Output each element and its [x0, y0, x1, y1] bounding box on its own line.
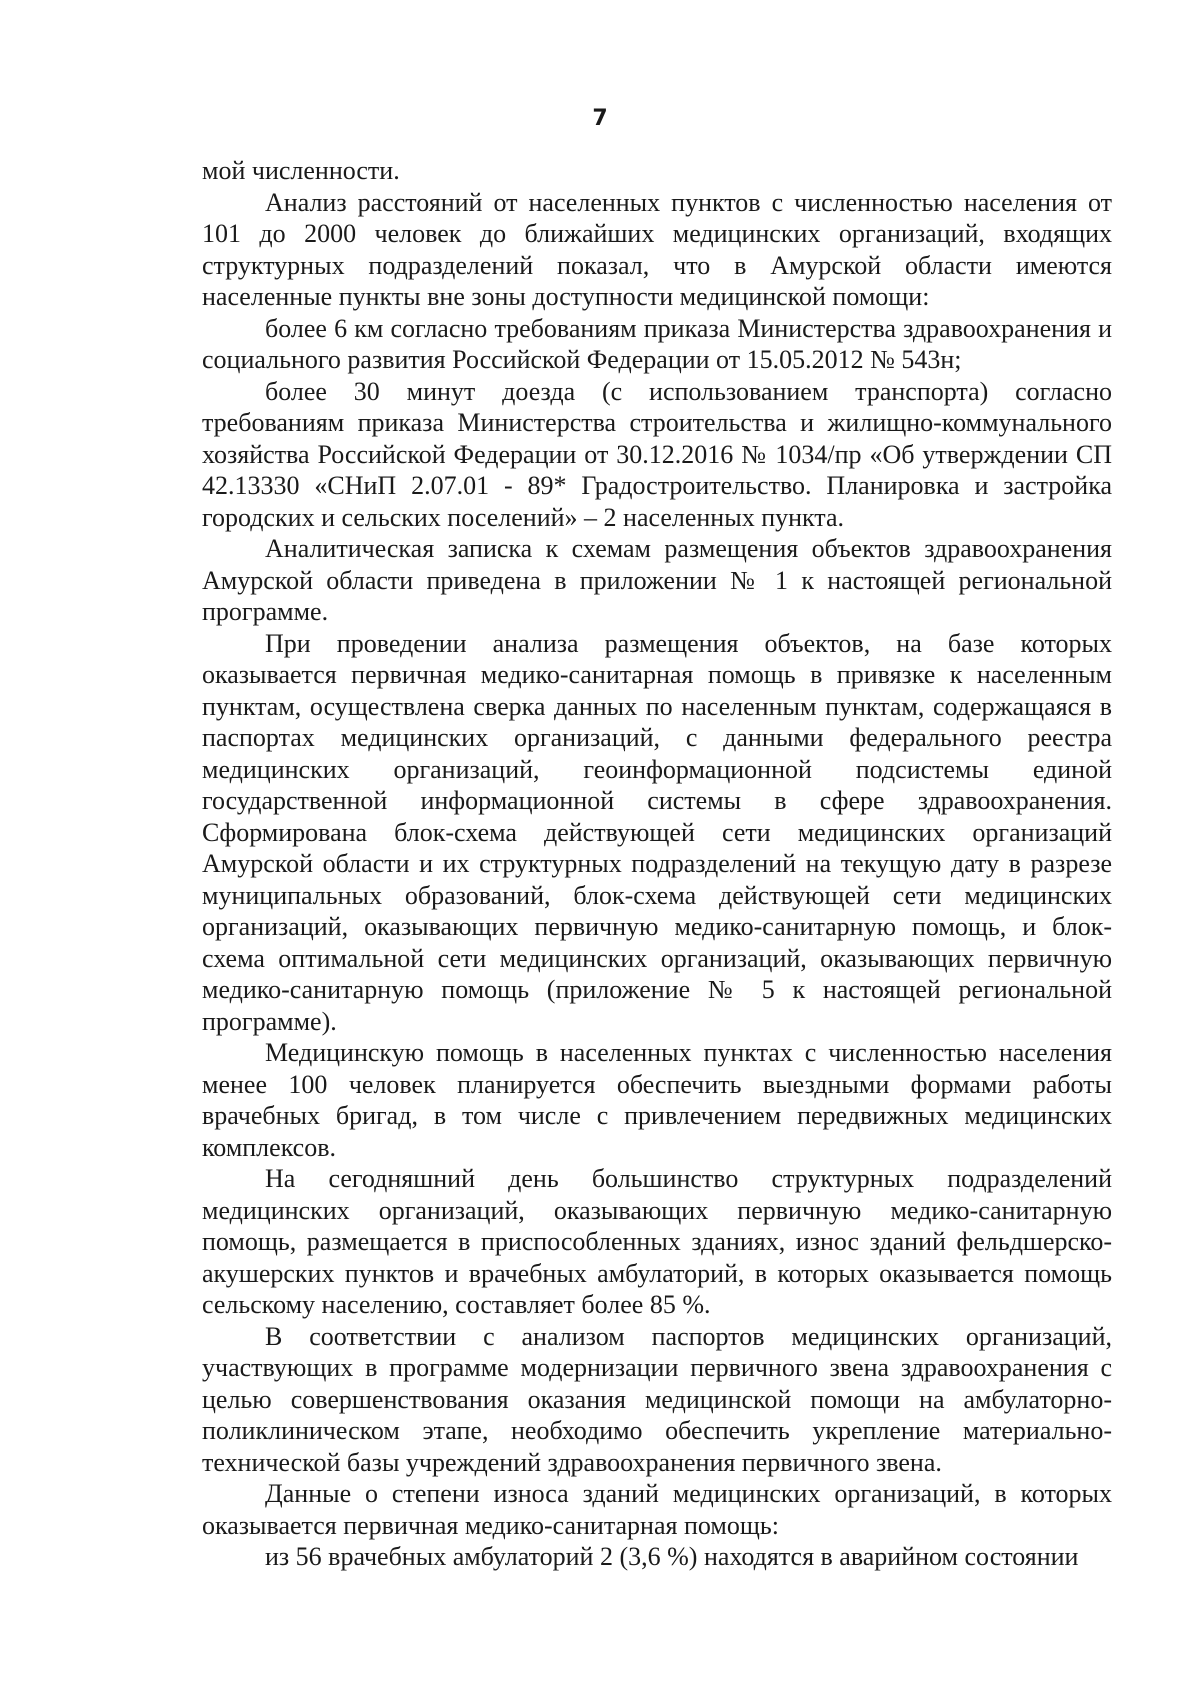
paragraph-9: В соответствии с анализом паспортов медицинских организаций, участвующих в программе модернизации первичного звена здравоохранения с целью совершенствования оказания медицинской помощи на амбулаторно-поликлиническом этапе, необходимо обеспечить укрепление материально-технической базы учреждений здравоохранения первичного звена. — [202, 1321, 1112, 1477]
paragraph-6: При проведении анализа размещения объектов, на базе которых оказывается первичная медико-санитарная помощь в привязке к населенным пунктам, осуществлена сверка данных по населенным пунктам, содержащаяся в паспортах медицинских организаций, с данными федерального реестра медицинских организаций, геоинформационной подсистемы единой государственной информационной системы в сфере здравоохранения. Сформирована блок-схема действующей сети медицинских организаций Амурской области и их структурных подразделений на текущую дату в разрезе муниципальных образований, блок-схема действующей сети медицинских организаций, оказывающих первичную медико-санитарную помощь, и блок-схема оптимальной сети медицинских организаций, оказывающих первичную медико-санитарную помощь (приложение № 5 к настоящей региональной программе). — [202, 628, 1112, 1036]
paragraph-5: Аналитическая записка к схемам размещения объектов здравоохранения Амурской области приведена в приложении № 1 к настоящей региональной программе. — [202, 534, 1112, 626]
paragraph-2: Анализ расстояний от населенных пунктов с численностью населения от 101 до 2000 человек до ближайших медицинских организаций, входящих структурных подразделений показал, что в Амурской области имеются населенные пункты вне зоны доступности медицинской помощи: — [202, 187, 1112, 311]
paragraph-1: мой численности. — [202, 156, 400, 185]
paragraph-8: На сегодняшний день большинство структурных подразделений медицинских организаций, оказывающих первичную медико-санитарную помощь, размещается в приспособленных зданиях, износ зданий фельдшерско-акушерских пунктов и врачебных амбулаторий, в которых оказывается помощь сельскому населению, составляет более 85 %. — [202, 1164, 1112, 1319]
paragraph-10: Данные о степени износа зданий медицинских организаций, в которых оказывается первичная медико-санитарная помощь: — [202, 1479, 1112, 1540]
paragraph-3: более 6 км согласно требованиям приказа Министерства здравоохранения и социального развития Российской Федерации от 15.05.2012 № 543н; — [202, 313, 1112, 374]
paragraph-11: из 56 врачебных амбулаторий 2 (3,6 %) находятся в аварийном состоянии — [265, 1542, 1079, 1571]
document-body — [202, 155, 1112, 1573]
paragraph-7: Медицинскую помощь в населенных пунктах с численностью населения менее 100 человек планируется обеспечить выездными формами работы врачебных бригад, в том числе с привлечением передвижных медицинских комплексов. — [202, 1038, 1112, 1162]
paragraph-4: более 30 минут доезда (с использованием транспорта) согласно требованиям приказа Министерства строительства и жилищно-коммунального хозяйства Российской Федерации от 30.12.2016 № 1034/пр «Об утверждении СП 42.13330 «СНиП 2.07.01 - 89* Градостроительство. Планировка и застройка городских и сельских поселений» – 2 населенных пункта. — [202, 376, 1112, 532]
page-number: 7 — [592, 106, 608, 131]
